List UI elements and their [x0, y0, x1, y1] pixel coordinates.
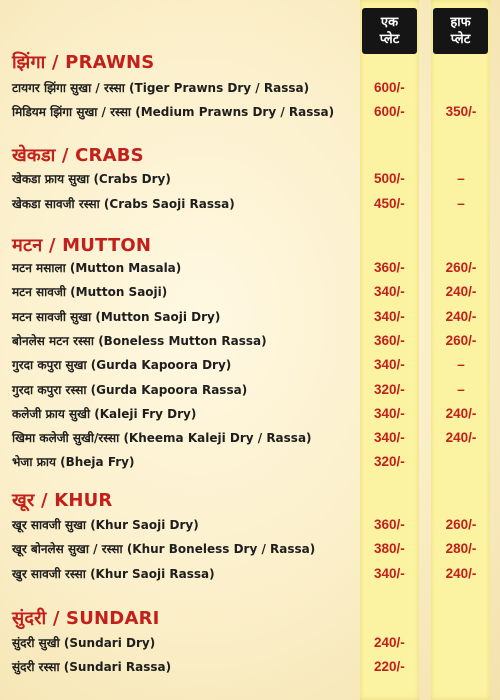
half-plate-price: 260/- [445, 517, 477, 532]
half-plate-price: 240/- [445, 430, 477, 446]
half-plate-price: – [457, 357, 465, 373]
menu-item-name: खिमा कलेजी सुखी/रस्सा (Kheema Kaleji Dry / Rassa) [12, 431, 312, 446]
half-plate-price: 260/- [445, 332, 477, 348]
full-plate-price: 340/- [374, 357, 405, 373]
menu-item-name: बोनलेस मटन रस्सा (Boneless Mutton Rassa) [12, 333, 267, 348]
section-title: झिंगा / PRAWNS [12, 52, 155, 73]
menu-item-name: मटन मसाला (Mutton Masala) [12, 261, 182, 275]
full-plate-price: 240/- [374, 635, 405, 650]
menu-item-row [0, 451, 500, 473]
menu-item-name: गुरदा कपुरा रस्सा (Gurda Kapoora Rassa) [12, 382, 248, 397]
menu-item-row [0, 514, 500, 536]
half-plate-price: 240/- [445, 308, 477, 324]
full-plate-price: 380/- [374, 541, 405, 557]
half-plate-price: 260/- [445, 260, 477, 275]
half-plate-price: 240/- [445, 565, 477, 581]
menu-item-row [0, 168, 500, 190]
menu-item-name: कलेजी फ्राय सुखी (Kaleji Fry Dry) [12, 406, 197, 421]
full-plate-price: 340/- [374, 308, 405, 324]
full-plate-price: 600/- [374, 80, 405, 95]
half-plate-price: 280/- [445, 541, 477, 557]
menu-item-name: मिडियम झिंगा सुखा / रस्सा (Medium Prawns Dry / Rassa) [12, 105, 335, 120]
menu-item-row [0, 354, 500, 376]
full-plate-price: 340/- [374, 284, 405, 300]
half-plate-price: – [457, 381, 465, 397]
full-plate-header-line2: प्लेट [379, 32, 400, 47]
menu-item-row [0, 257, 500, 279]
full-plate-price: 340/- [374, 565, 405, 581]
section-title: खूर / KHUR [12, 490, 113, 511]
half-plate-price: – [457, 195, 465, 211]
menu-item-name: सुंदरी रस्सा (Sundari Rassa) [12, 659, 172, 674]
menu-item-name: भेजा फ्राय (Bheja Fry) [12, 455, 135, 470]
menu-item-name: टायगर झिंगा सुखा / रस्सा (Tiger Prawns Dry / Rassa) [12, 81, 310, 95]
full-plate-price: 340/- [374, 430, 405, 446]
full-plate-price: 320/- [374, 454, 405, 470]
menu-item-row [0, 101, 500, 123]
menu-item-row [0, 193, 500, 215]
menu-item-row [0, 656, 500, 678]
full-plate-price: 360/- [374, 517, 405, 532]
menu-item-name: खूर बोनलेस सुखा / रस्सा (Khur Boneless Dry / Rassa) [12, 542, 316, 557]
menu-item-name: मटन सावजी (Mutton Saoji) [12, 285, 168, 300]
menu-item-name: खेकडा फ्राय सुखा (Crabs Dry) [12, 172, 171, 186]
full-plate-price: 500/- [374, 171, 405, 186]
full-plate-price: 360/- [374, 332, 405, 348]
menu-item-row [0, 427, 500, 449]
half-plate-price: 240/- [445, 405, 477, 421]
menu-item-row [0, 330, 500, 352]
menu-item-name: गुरदा कपुरा सुखा (Gurda Kapoora Dry) [12, 358, 232, 373]
half-plate-header-line2: प्लेट [450, 32, 471, 47]
full-plate-price: 220/- [374, 658, 405, 674]
menu-item-name: खूर सावजी सुखा (Khur Saoji Dry) [12, 518, 199, 532]
menu-item-row [0, 379, 500, 401]
menu-item-row [0, 563, 500, 585]
half-plate-price: 350/- [445, 104, 477, 120]
section-title: सुंदरी / SUNDARI [12, 608, 160, 629]
full-plate-price: 600/- [374, 104, 405, 120]
half-plate-price: 240/- [445, 284, 477, 300]
full-plate-price: 450/- [374, 195, 405, 211]
menu-item-row [0, 306, 500, 328]
full-plate-header-line1: एक [380, 15, 399, 30]
full-plate-price: 360/- [374, 260, 405, 275]
full-plate-price: 340/- [374, 405, 405, 421]
menu-item-name: मटन सावजी सुखा (Mutton Saoji Dry) [12, 309, 221, 324]
menu-item-row [0, 281, 500, 303]
menu-item-name: खुर सावजी रस्सा (Khur Saoji Rassa) [12, 566, 215, 581]
menu-item-row [0, 403, 500, 425]
menu-item-row [0, 538, 500, 560]
half-plate-header-line1: हाफ [450, 15, 471, 30]
menu-item-row [0, 77, 500, 99]
menu-item-name: सुंदरी सुखी (Sundari Dry) [12, 636, 156, 650]
menu-item-name: खेकडा सावजी रस्सा (Crabs Saoji Rassa) [12, 196, 235, 211]
menu-item-row [0, 632, 500, 654]
full-plate-price: 320/- [374, 381, 405, 397]
half-plate-price: – [457, 171, 465, 186]
section-title: खेकडा / CRABS [12, 145, 144, 166]
section-title: मटन / MUTTON [12, 235, 152, 256]
